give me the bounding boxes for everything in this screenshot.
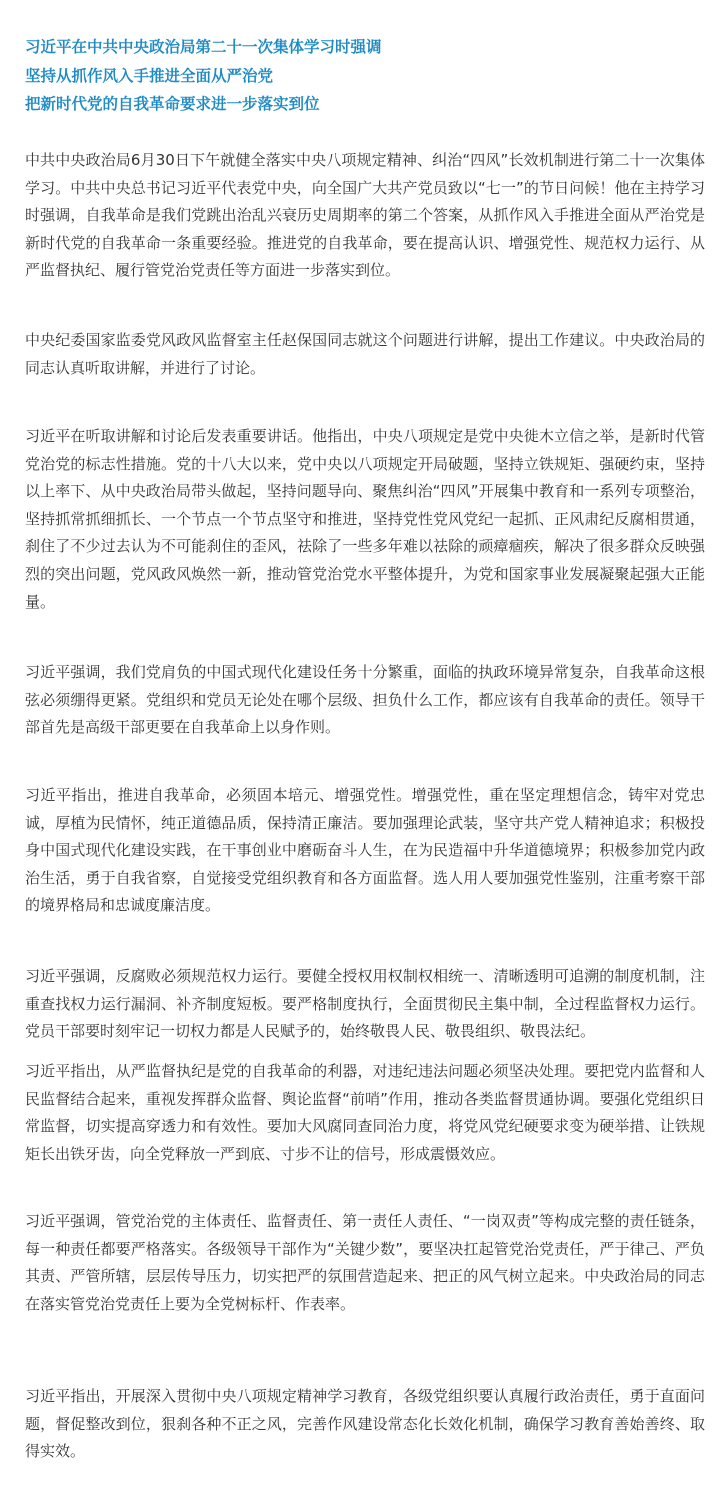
headline-line-2: 坚持从抓作风入手推进全面从严治党 xyxy=(25,66,274,85)
paragraph-7: 习近平指出，从严监督执纪是党的自我革命的利器，对违纪违法问题必须坚决处理。要把党内监督和人民监督结合起来，重视发挥群众监督、舆论监督“前哨”作用，推动各类监督贯通协调。要强化党组织日常监督，切实提高穿透力和有效性。要加大风腐同查同治力度，将党风党纪硬要求变为硬举措、让铁规矩长出铁牙齿，向全党释放一严到底、寸步不让的信号，形成震慑效应。 xyxy=(25,1062,705,1163)
headline-line-1: 习近平在中共中央政治局第二十一次集体学习时强调 xyxy=(25,38,382,56)
headline-line-3: 把新时代党的自我革命要求进一步落实到位 xyxy=(25,95,320,113)
paragraph-4: 习近平强调，我们党肩负的中国式现代化建设任务十分繁重，面临的执政环境异常复杂，自我革命这根弦必须绷得更紧。党组织和党员无论处在哪个层级、担负什么工作，都应该有自我革命的责任。领导干部首先是高级干部更要在自我革命上以身作则。 xyxy=(25,663,705,737)
paragraph-1: 中共中央政治局6月30日下午就健全落实中央八项规定精神、纠治“四风”长效机制进行第二十一次集体学习。中共中央总书记习近平代表党中央，向全国广大共产党员致以“七一”的节日问候！他在主持学习时强调，自我革命是我们党跳出治乱兴衰历史周期率的第二个答案，从抓作风入手推进全面从严治党是新时代党的自我革命一条重要经验。推进党的自我革命，要在提高认识、增强党性、规范权力运行、从严监督执纪、履行管党治党责任等方面进一步落实到位。 xyxy=(25,151,705,280)
paragraph-2: 中央纪委国家监委党风政风监督室主任赵保国同志就这个问题进行讲解，提出工作建议。中央政治局的同志认真听取讲解，并进行了讨论。 xyxy=(25,331,705,377)
paragraph-5: 习近平指出，推进自我革命，必须固本培元、增强党性。增强党性，重在坚定理想信念，铸牢对党忠诚，厚植为民情怀，纯正道德品质，保持清正廉洁。要加强理论武装，坚守共产党人精神追求；积极投身中国式现代化建设实践，在干事创业中磨砺奋斗人生，在为民造福中升华道德境界；积极参加党内政治生活，勇于自我省察，自觉接受党组织教育和各方面监督。选人用人要加强党性鉴别，注重考察干部的境界格局和忠诚度廉洁度。 xyxy=(25,786,705,915)
article-headline-block xyxy=(25,33,705,119)
paragraph-9: 习近平指出，开展深入贯彻中央八项规定精神学习教育，各级党组织要认真履行政治责任，勇于直面问题，督促整改到位，狠刹各种不正之风，完善作风建设常态化长效化机制，确保学习教育善始善终、取得实效。 xyxy=(25,1387,705,1461)
paragraph-8: 习近平强调，管党治党的主体责任、监督责任、第一责任人责任、“一岗双责”等构成完整的责任链条，每一种责任都要严格落实。各级领导干部作为“关键少数”，要坚决扛起管党治党责任，严于律己、严负其责、严管所辖，层层传导压力，切实把严的氛围营造起来、把正的风气树立起来。中央政治局的同志在落实管党治党责任上要为全党树标杆、作表率。 xyxy=(25,1212,705,1313)
paragraph-6: 习近平强调，反腐败必须规范权力运行。要健全授权用权制权相统一、清晰透明可追溯的制度机制，注重查找权力运行漏洞、补齐制度短板。要严格制度执行，全面贯彻民主集中制，全过程监督权力运行。党员干部要时刻牢记一切权力都是人民赋予的，始终敬畏人民、敬畏组织、敬畏法纪。 xyxy=(25,967,705,1041)
paragraph-3: 习近平在听取讲解和讨论后发表重要讲话。他指出，中央八项规定是党中央徙木立信之举，是新时代管党治党的标志性措施。党的十八大以来，党中央以八项规定开局破题，坚持立铁规矩、强硬约束，坚持以上率下、从中央政治局带头做起，坚持问题导向、聚焦纠治“四风”开展集中教育和一系列专项整治，坚持抓常抓细抓长、一个节点一个节点坚守和推进，坚持党性党风党纪一起抓、正风肃纪反腐相贯通，刹住了不少过去认为不可能刹住的歪风，祛除了一些多年难以祛除的顽瘴痼疾，解决了很多群众反映强烈的突出问题，党风政风焕然一新，推动管党治党水平整体提升，为党和国家事业发展凝聚起强大正能量。 xyxy=(25,427,705,611)
